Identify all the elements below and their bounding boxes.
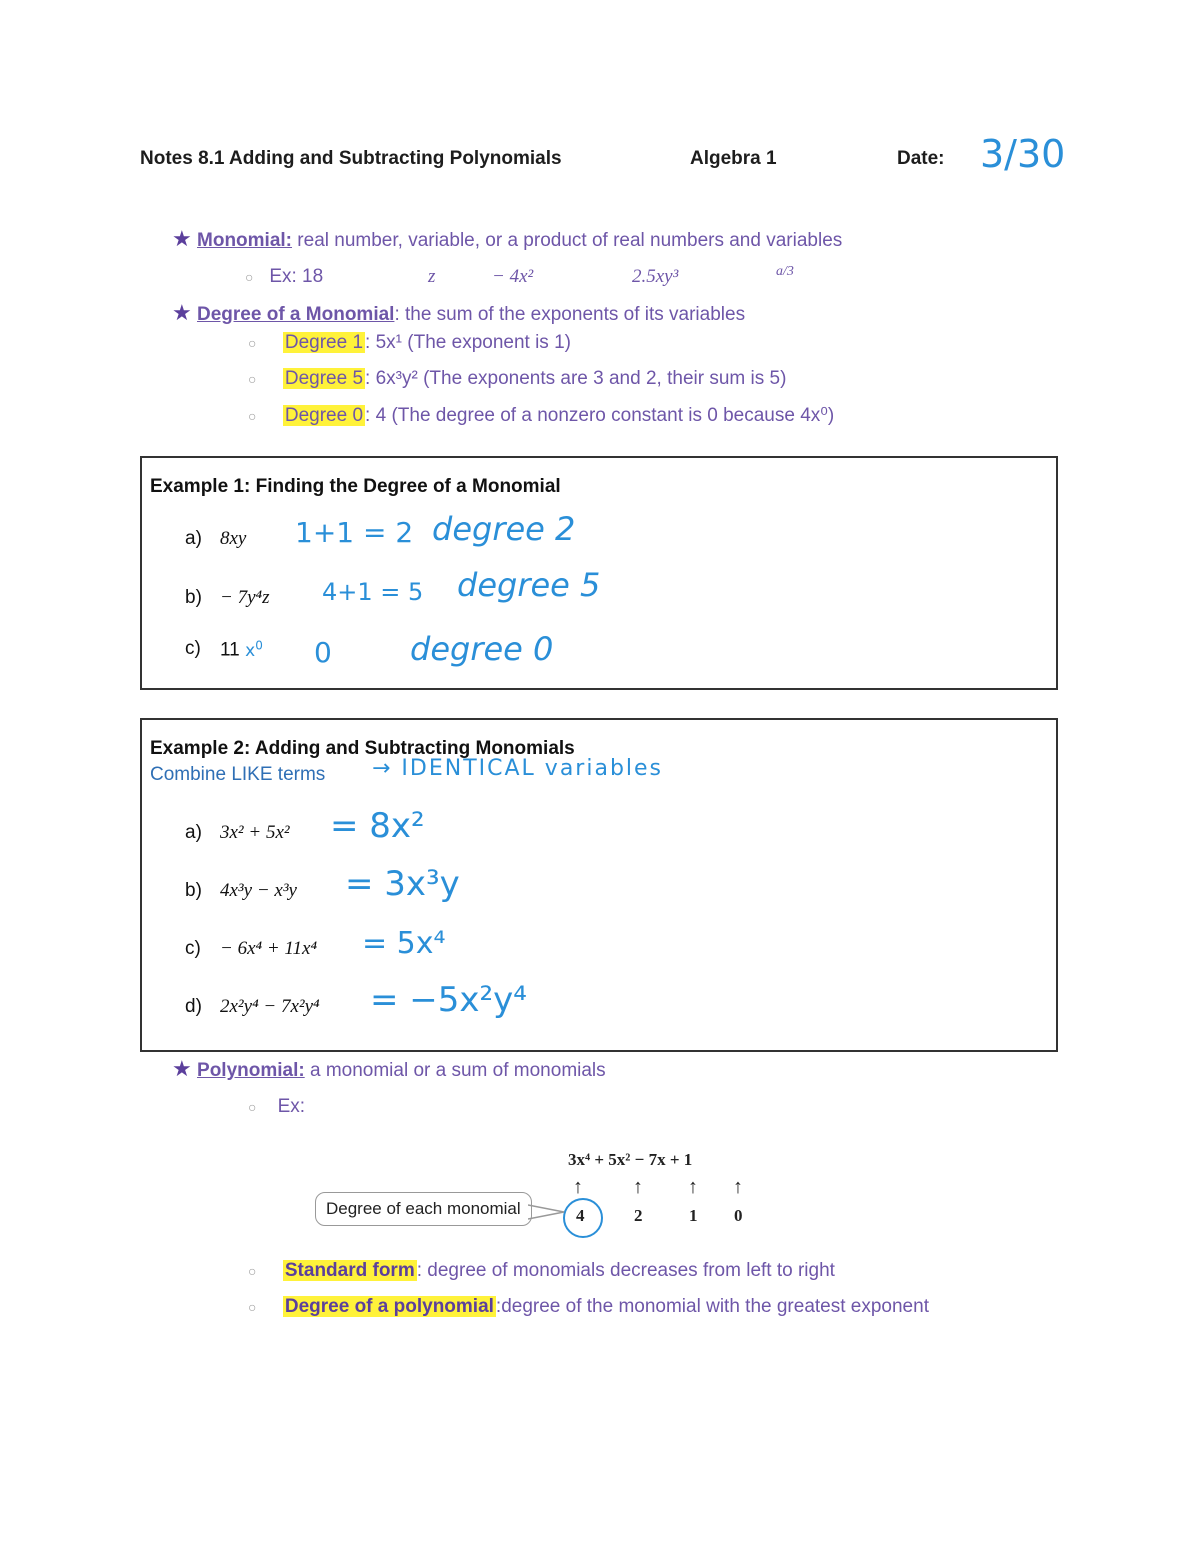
callout-pointer-icon <box>528 1200 568 1224</box>
degree-value-4: 0 <box>734 1206 743 1225</box>
bullet-icon: ○ <box>248 1299 257 1315</box>
example-2-5xy3: 2.5xy³ <box>632 266 679 287</box>
degree-arrow-3: ↑ <box>688 1176 698 1198</box>
example-z: z <box>428 266 436 287</box>
degree-arrow-1: ↑ <box>573 1176 583 1198</box>
example-2-c-expr: − 6x⁴ + 11x⁴ <box>220 938 318 959</box>
example-1-b-expr: − 7y⁴z <box>220 587 270 608</box>
example-2-c-label: c) <box>185 938 201 959</box>
example-2-d-answer: = −5x²y⁴ <box>370 980 527 1020</box>
degree-arrow-4: ↑ <box>733 1176 743 1198</box>
example-a-over-3: a/3 <box>776 264 794 279</box>
degree-item-0: ○ Degree 0 : 4 (The degree of a nonzero constant is 0 because 4x⁰) <box>248 405 835 426</box>
example-1-c-work: 0 <box>314 636 332 669</box>
example-1-b-label: b) <box>185 587 202 608</box>
monomial-examples: ○ Ex: 18 <box>245 266 324 287</box>
example-1-b-answer: degree 5 <box>457 566 601 604</box>
bullet-icon: ○ <box>248 1263 257 1279</box>
example-2-b-label: b) <box>185 880 202 901</box>
example-1-title: Example 1: Finding the Degree of a Monomial <box>150 476 561 497</box>
example-1-a-expr: 8xy <box>220 528 247 549</box>
degree-callout: Degree of each monomial <box>315 1192 532 1226</box>
degree-value-3: 1 <box>689 1206 698 1225</box>
degree-polynomial-definition: ○ Degree of a polynomial :degree of the monomial with the greatest exponent <box>248 1296 929 1317</box>
standard-form-definition: ○ Standard form : degree of monomials decreases from left to right <box>248 1260 835 1281</box>
course-name: Algebra 1 <box>690 148 777 169</box>
example-neg-4x2: − 4x² <box>492 266 534 287</box>
polynomial-example-expr: 3x⁴ + 5x² − 7x + 1 <box>568 1150 693 1169</box>
degree-item-1: ○ Degree 1 : 5x¹ (The exponent is 1) <box>248 332 571 353</box>
star-icon: ★ <box>172 300 192 325</box>
example-1-c-label: c) <box>185 638 201 659</box>
bullet-icon: ○ <box>248 335 257 351</box>
example-1-a-work: 1+1 = 2 <box>295 516 414 549</box>
example-2-d-expr: 2x²y⁴ − 7x²y⁴ <box>220 996 320 1017</box>
degree-value-1: 4 <box>576 1206 585 1225</box>
example-2-a-label: a) <box>185 822 202 843</box>
page-title: Notes 8.1 Adding and Subtracting Polynomials <box>140 148 562 169</box>
example-2-c-answer: = 5x⁴ <box>362 926 446 961</box>
degree-arrow-2: ↑ <box>633 1176 643 1198</box>
polynomial-ex-label: ○ Ex: <box>248 1096 306 1117</box>
example-1-c-answer: degree 0 <box>410 630 554 668</box>
degree-value-2: 2 <box>634 1206 643 1225</box>
bullet-icon: ○ <box>248 371 257 387</box>
date-value: 3/30 <box>980 132 1066 176</box>
example-2-note: → IDENTICAL variables <box>372 756 664 781</box>
monomial-definition: ★ Monomial: real number, variable, or a product of real numbers and variables <box>172 226 843 251</box>
example-1-b-work: 4+1 = 5 <box>322 578 424 606</box>
example-2-a-answer: = 8x² <box>330 806 425 846</box>
example-2-subtitle: Combine LIKE terms <box>150 764 326 785</box>
example-2-b-answer: = 3x³y <box>345 864 460 904</box>
polynomial-definition: ★ Polynomial: a monomial or a sum of monomials <box>172 1056 606 1081</box>
example-1-a-answer: degree 2 <box>432 510 576 548</box>
example-2-title: Example 2: Adding and Subtracting Monomials <box>150 738 575 759</box>
bullet-icon: ○ <box>248 1099 257 1115</box>
example-2-a-expr: 3x² + 5x² <box>220 822 290 843</box>
example-1-c-expr: 11 $x^0$ <box>220 638 263 661</box>
degree-item-5: ○ Degree 5 : 6x³y² (The exponents are 3 and 2, their sum is 5) <box>248 368 787 389</box>
bullet-icon: ○ <box>245 269 254 285</box>
example-2-d-label: d) <box>185 996 202 1017</box>
example-2-b-expr: 4x³y − x³y <box>220 880 297 901</box>
date-label: Date: <box>897 148 945 169</box>
star-icon: ★ <box>172 226 192 251</box>
degree-monomial-definition: ★ Degree of a Monomial: the sum of the exponents of its variables <box>172 300 746 325</box>
example-1-a-label: a) <box>185 528 202 549</box>
star-icon: ★ <box>172 1056 192 1081</box>
bullet-icon: ○ <box>248 408 257 424</box>
